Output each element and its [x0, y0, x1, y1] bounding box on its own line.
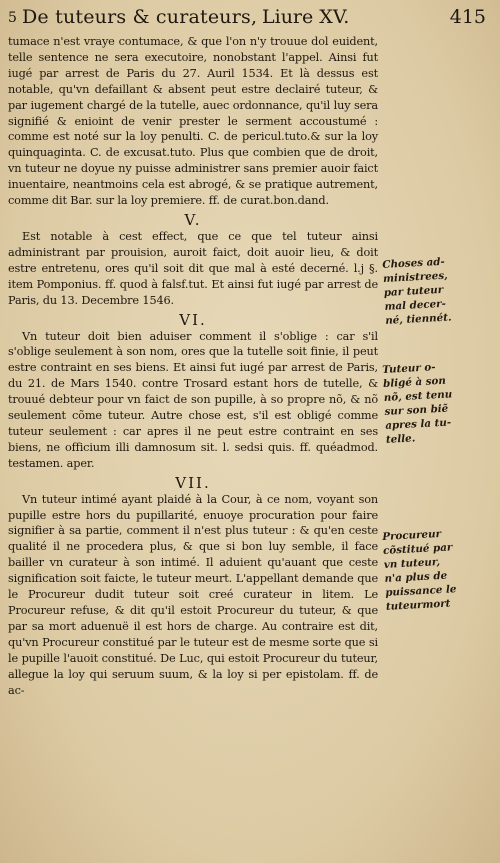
signature-mark: 5 — [8, 10, 17, 26]
margin-note-line: Choses ad- — [382, 255, 446, 271]
running-title: De tuteurs & curateurs, — [22, 6, 258, 28]
margin-note-line: nõ, est tenu — [383, 388, 453, 404]
margin-note-line: sur son biẽ — [384, 402, 449, 418]
paragraph-2: Est notable à cest effect, que ce que tel tuteur ainsi administrant par prouision, auroit faict, doit auoir lieu, & doit estre entretenu, ores qu'il soit dit que mal à esté decerné. l.j §. item Pomponius. ff. quod à falsf.tut. Et ainsi fut iugé par arrest de Paris, du 13. Decembre 1546. — [8, 229, 378, 307]
running-header — [8, 6, 486, 34]
margin-note-line: Tuteur o- — [382, 361, 436, 376]
margin-note-3 — [382, 524, 500, 614]
margin-note-line: puissance le — [384, 583, 457, 599]
margin-note-1 — [382, 252, 500, 328]
margin-note-line: telle. — [385, 432, 416, 446]
section-heading-vi: VI. — [179, 310, 207, 329]
paragraph-4: Vn tuteur intimé ayant plaidé à la Cour, à ce nom, voyant son pupille estre hors du pupillarité, enuoye procuration pour faire signifier à sa partie, comment il n'est plus tuteur : & qu'en ceste qualité il ne procedera plus, & que si bon luy semble, il face bailler vn curateur à son intimé. Il aduient qu'auant que ceste signification soit faicte, le tuteur meurt. L'appellant demande que le Procureur dudit tuteur soit creé curateur in litem. Le Procureur refuse, & dit qu'il estoit Procureur du tuteur, & que par sa mort aduenuë il est hors de charge. Au contraire est dit, qu'vn Procureur constitué par le tuteur est de mesme sorte que si le pupille l'auoit constitué. De Luc, qui estoit Procureur du tuteur, allegue la loy qui seruum suum, & la loy si per epistolam. ff. de ac- — [8, 492, 378, 697]
margin-note-line: ministrees, — [382, 269, 448, 285]
paragraph-1: tumace n'est vraye contumace, & que l'on n'y trouue dol euident, telle sentence ne sera executoire, nonobstant l'appel. Ainsi fut iugé par arrest de Paris du 27. Auril 1534. Et là dessus est notable, qu'vn defaillant & absent peut estre declairé tuteur, & par iugement chargé de la tutelle, auec ordonnance, qu'il luy sera signifié & enioint de venir prester le serment accoustumé : comme est noté sur la loy penulti. C. de pericul.tuto.& sur la loy quinquaginta. C. de excusat.tuto. Plus que combien que de droit, vn tuteur ne doyue ny puisse administrer sans premier auoir faict inuentaire, neantmoins cela est abrogé, & se pratique autrement, comme dit Bar. sur la loy premiere. ff. de curat.bon.dand. — [8, 35, 378, 208]
margin-note-line: né, tiennét. — [384, 311, 452, 327]
margin-note-line: apres la tu- — [384, 416, 452, 432]
margin-note-line: mal decer- — [384, 297, 447, 313]
page-number: 415 — [449, 6, 486, 28]
margin-note-line: par tuteur — [383, 283, 444, 299]
section-heading-vii: VII. — [175, 473, 211, 492]
paragraph-3: Vn tuteur doit bien aduiser comment il s'oblige : car s'il s'oblige seulement à son nom, ores que la tutelle soit finie, il peut estre contraint en ses biens. Et ainsi fut iugé par arrest de Paris, du 21. de Mars 1540. contre Trosard estant hors de tutelle, & trouué debteur pour vn faict de son pupille, à so propre nõ, & nõ seulement cõme tuteur. Autre chose est, s'il est obligé comme tuteur seulement : car apres il ne peut estre contraint en ses biens, ne officium illi damnosum sit. l. sedsi quis. ff. quéadmod. testamen. aper. — [8, 329, 378, 470]
main-text-column — [8, 34, 378, 698]
margin-note-line: bligé à son — [382, 374, 447, 390]
margin-note-line: tuteurmort — [385, 597, 451, 613]
margin-note-2 — [382, 357, 500, 447]
book-number: Liure XV. — [262, 6, 350, 28]
margin-note-line: vn tuteur, — [383, 556, 441, 571]
margin-note-line: cõstitué par — [382, 541, 453, 557]
margin-note-line: Procureur — [382, 527, 442, 543]
section-heading-v: V. — [184, 210, 202, 229]
margin-note-line: n'a plus de — [384, 569, 448, 585]
